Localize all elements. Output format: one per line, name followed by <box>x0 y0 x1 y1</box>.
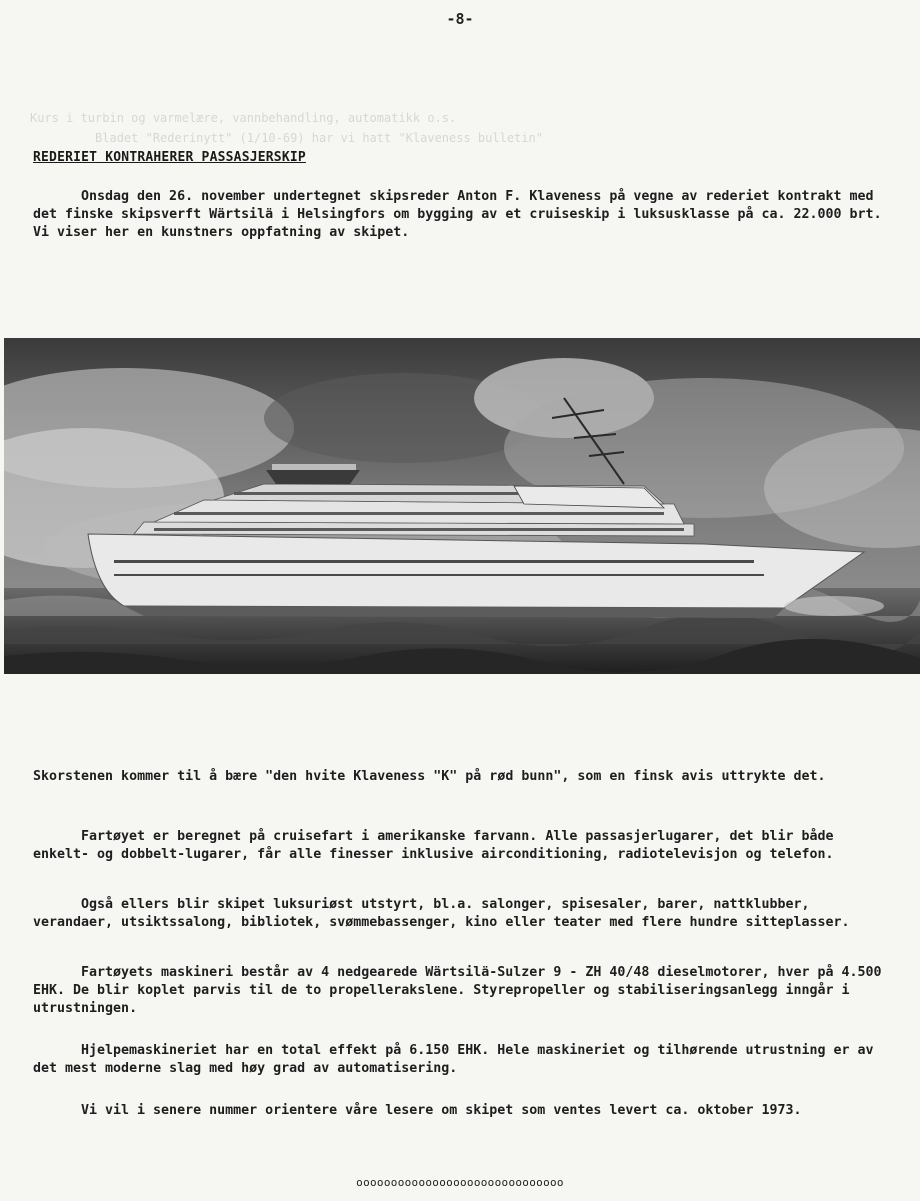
paragraph-7: Vi vil i senere nummer orientere våre lesere om skipet som ventes levert ca. oktober 1973. <box>81 1103 802 1118</box>
paragraph-6: Hjelpemaskineriet har en total effekt på 6.150 EHK. Hele maskineriet og tilhørende utrustning er av det mest moderne slag med høy grad av automatisering. <box>33 1043 874 1076</box>
paragraph-5: Fartøyets maskineri består av 4 nedgearede Wärtsilä-Sulzer 9 - ZH 40/48 dieselmotorer, hver på 4.500 EHK. De blir koplet parvis til de to propellerakslene. Styrepropeller og stabiliseringsanlegg inngår i utrustningen. <box>33 965 882 1016</box>
ship-illustration <box>4 338 920 674</box>
paragraph-3: Fartøyet er beregnet på cruisefart i amerikanske farvann. Alle passasjerlugarer, det blir både enkelt- og dobbelt-lugarer, får alle finesser inklusive airconditioning, radiotelevisjon og telefon. <box>33 829 834 862</box>
paragraph-2: Skorstenen kommer til å bære "den hvite Klaveness "K" på rød bunn", som en finsk avis uttrykte det. <box>33 769 826 784</box>
section-divider: oooooooooooooooooooooooooooooo <box>356 1176 564 1189</box>
article-heading: REDERIET KONTRAHERER PASSASJERSKIP <box>33 150 306 165</box>
reverse-side-bleed: Kurs i turbin og varmelære, vannbehandling, automatikk o.s. Bladet "Rederinytt" (1/10-69) har vi hatt "Klaveness bulletin" <box>30 111 543 145</box>
cruise-ship-image <box>4 338 920 674</box>
page-number: -8- <box>446 10 474 28</box>
paragraph-4: Også ellers blir skipet luksuriøst utstyrt, bl.a. salonger, spisesaler, barer, nattklubber, verandaer, utsiktssalong, bibliotek, svømmebassenger, kino eller teater med flere hundre sitteplasser. <box>33 897 850 930</box>
paragraph-1: Onsdag den 26. november undertegnet skipsreder Anton F. Klaveness på vegne av rederiet kontrakt med det finske skipsverft Wärtsilä i Helsingfors om bygging av et cruiseskip i luksusklasse på ca. 22.000 brt. Vi viser her en kunstners oppfatning av skipet. <box>33 189 882 240</box>
